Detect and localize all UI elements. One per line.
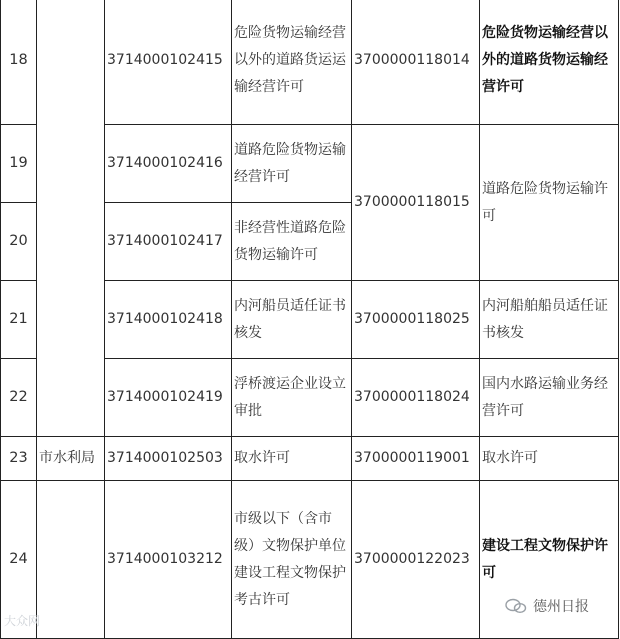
department-cell: [37, 481, 105, 639]
province-item-name: 道路危险货物运输许可: [480, 125, 619, 281]
province-code: 3700000118014: [352, 0, 480, 125]
watermark-right-text: 德州日报: [533, 599, 589, 615]
wechat-icon: [505, 598, 527, 614]
watermark-left-text: 大众网: [4, 614, 41, 628]
province-item-name: 内河船舶船员适任证书核发: [480, 281, 619, 359]
item-name: 危险货物运输经营以外的道路货运运输经营许可: [232, 0, 352, 125]
province-code: 3700000118015: [352, 125, 480, 281]
item-code: 3714000102418: [105, 281, 232, 359]
row-number: 19: [1, 125, 37, 203]
row-number: 23: [1, 437, 37, 481]
item-code: 3714000102416: [105, 125, 232, 203]
province-code: 3700000118025: [352, 281, 480, 359]
item-name: 非经营性道路危险货物运输许可: [232, 203, 352, 281]
table-row: [1, 0, 619, 125]
province-item-name: 危险货物运输经营以外的道路货物运输经营许可: [480, 0, 619, 125]
department-cell: [37, 0, 105, 437]
watermark-right: [505, 596, 589, 616]
province-item-name: 取水许可: [480, 437, 619, 481]
row-number: 18: [1, 0, 37, 125]
province-code: 3700000122023: [352, 481, 480, 639]
row-number: 24: [1, 481, 37, 639]
item-name: 道路危险货物运输经营许可: [232, 125, 352, 203]
province-item-name: 国内水路运输业务经营许可: [480, 359, 619, 437]
item-name: 市级以下（含市级）文物保护单位建设工程文物保护考古许可: [232, 481, 352, 639]
row-number: 21: [1, 281, 37, 359]
item-code: 3714000102415: [105, 0, 232, 125]
item-name: 内河船员适任证书核发: [232, 281, 352, 359]
item-code: 3714000102503: [105, 437, 232, 481]
province-code: 3700000119001: [352, 437, 480, 481]
item-name: 取水许可: [232, 437, 352, 481]
department-cell: 市水利局: [37, 437, 105, 481]
province-code: 3700000118024: [352, 359, 480, 437]
watermark-left: [4, 612, 40, 629]
province-item-name: 建设工程文物保护许可: [480, 481, 619, 639]
item-code: 3714000102419: [105, 359, 232, 437]
item-code: 3714000102417: [105, 203, 232, 281]
row-number: 22: [1, 359, 37, 437]
item-name: 浮桥渡运企业设立审批: [232, 359, 352, 437]
row-number: 20: [1, 203, 37, 281]
item-code: 3714000103212: [105, 481, 232, 639]
table-row: [1, 437, 619, 481]
